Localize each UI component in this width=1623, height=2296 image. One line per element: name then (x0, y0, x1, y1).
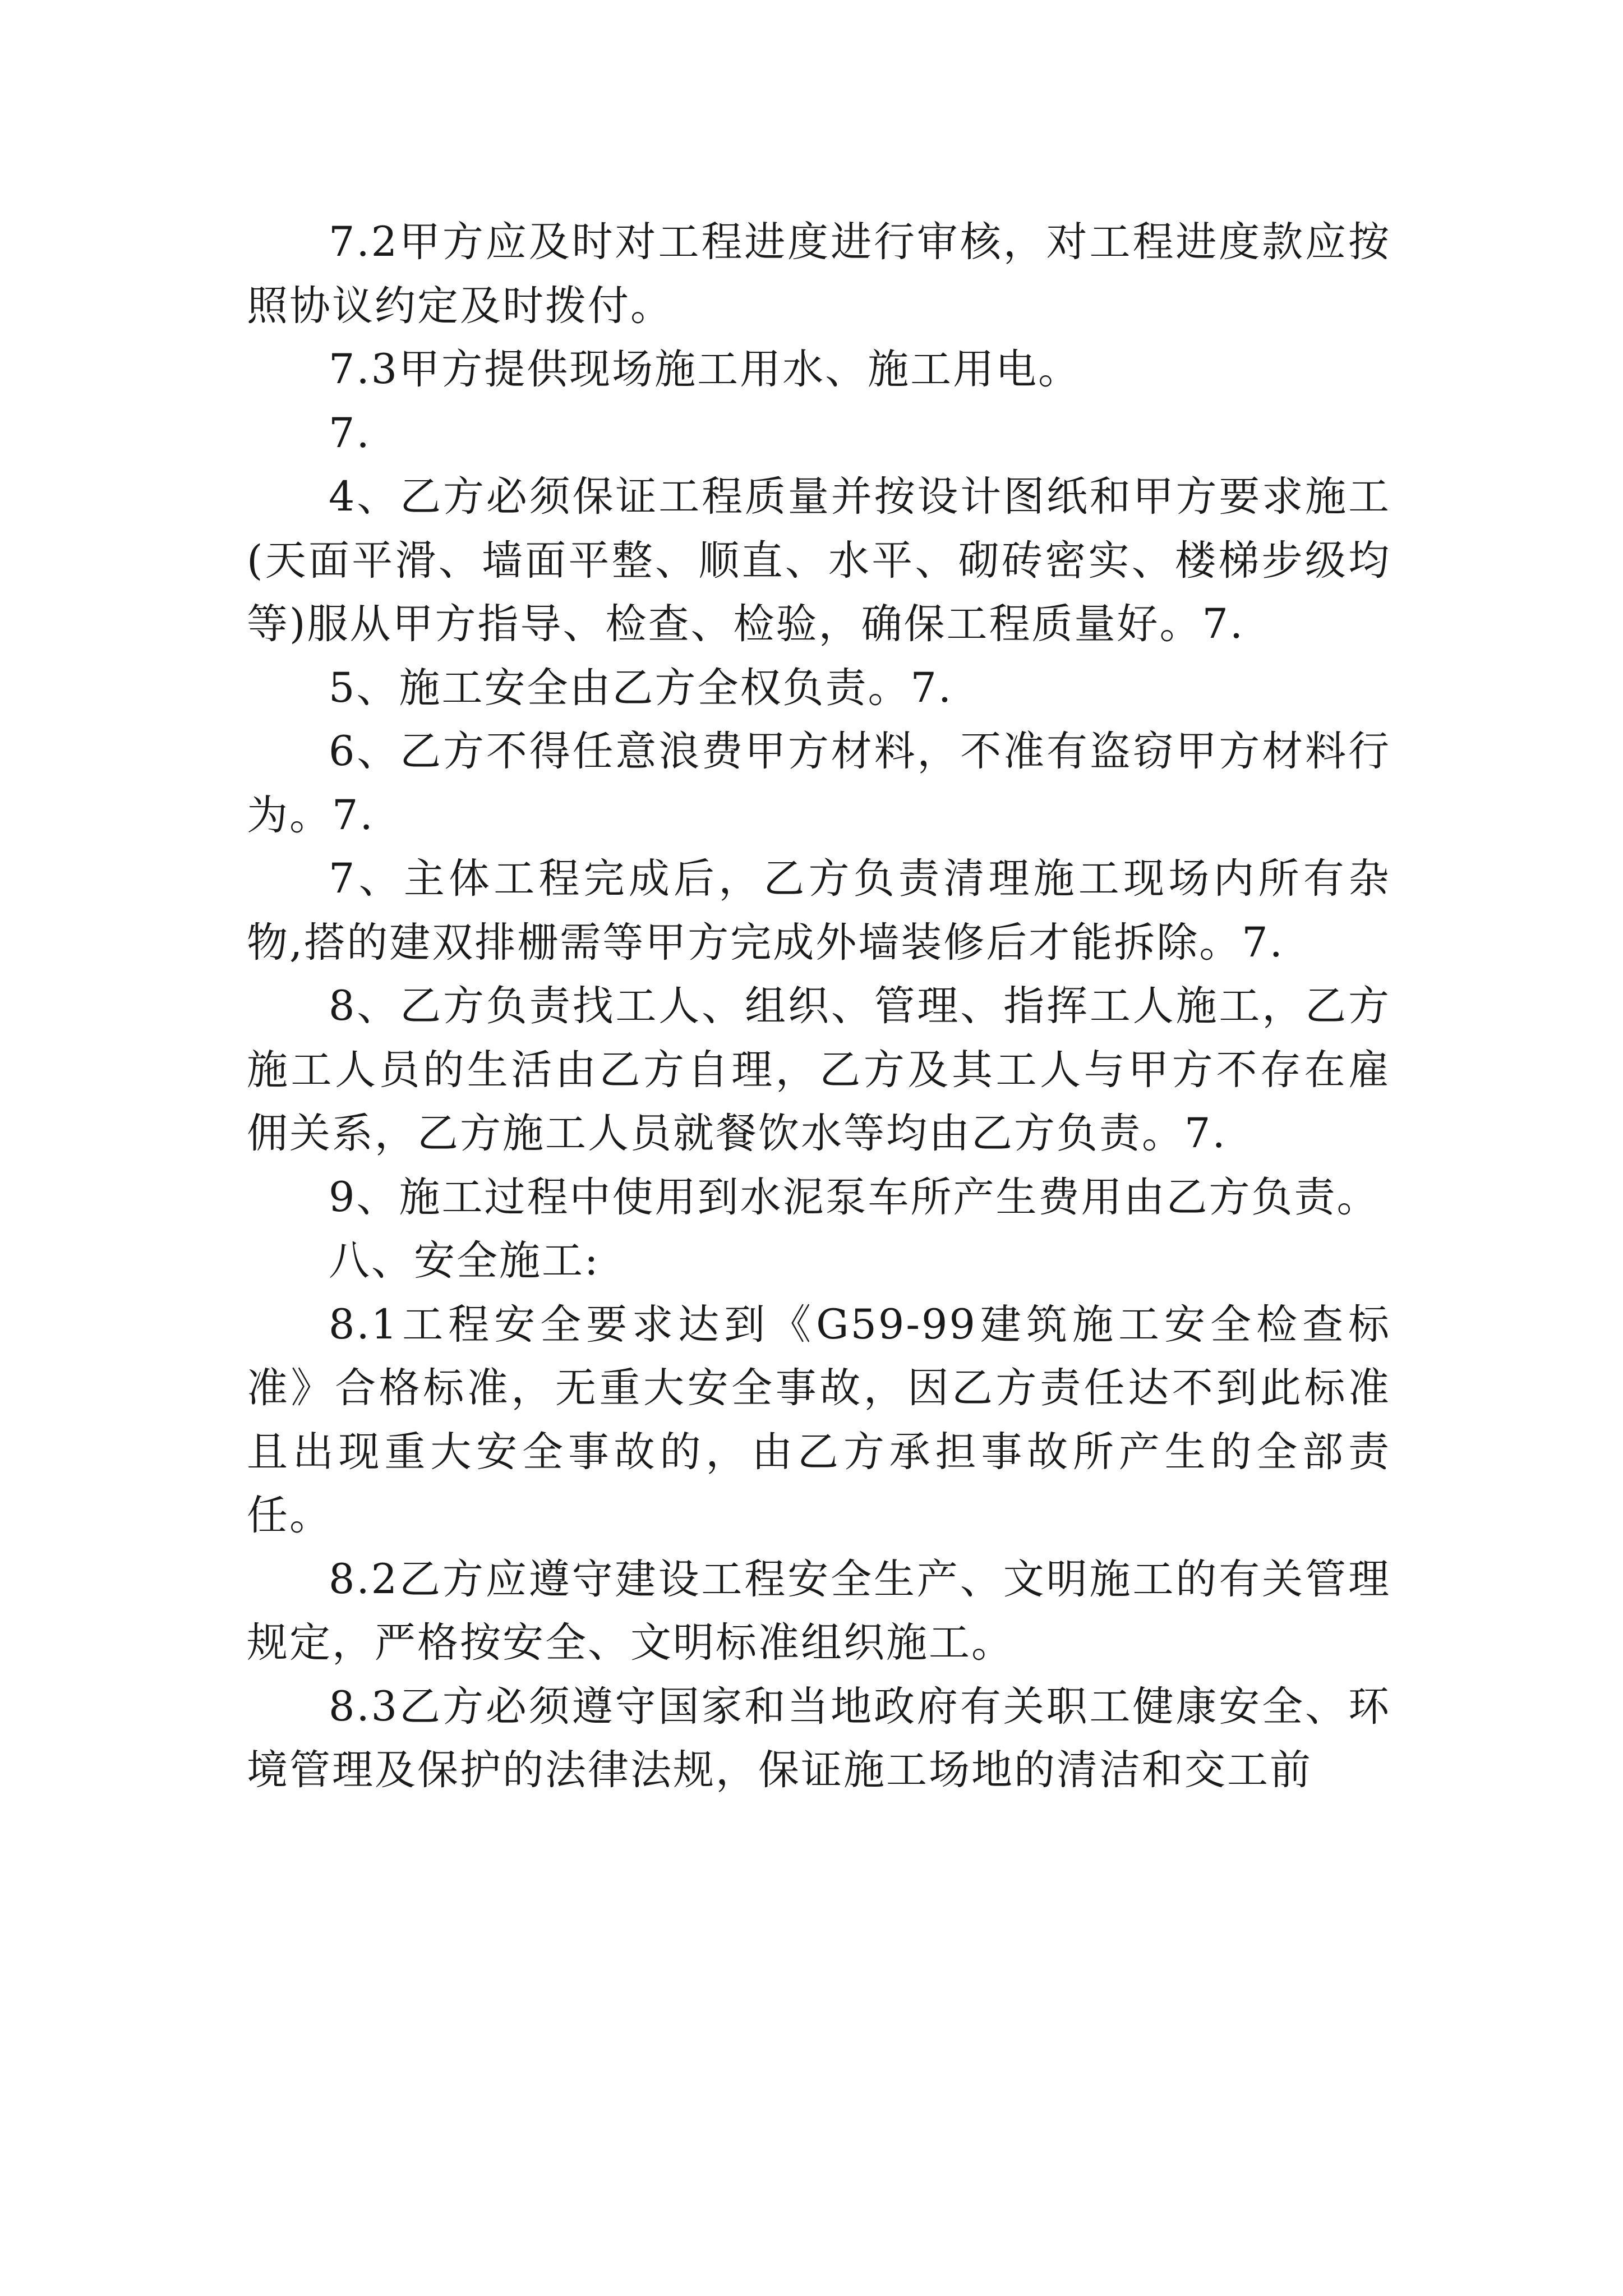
paragraph-7-2: 7.2甲方应及时对工程进度进行审核，对工程进度款应按照协议约定及时拨付。 (247, 218, 1391, 330)
paragraph-item-6: 6、乙方不得任意浪费甲方材料，不准有盗窃甲方材料行为。7. (247, 728, 1391, 839)
document-body (247, 210, 1391, 1802)
paragraph-item-7: 7、主体工程完成后，乙方负责清理施工现场内所有杂物,搭的建双排栅需等甲方完成外墙装修后才能拆除。7. (247, 855, 1391, 967)
paragraph-item-5: 5、施工安全由乙方全权负责。7. (329, 664, 953, 712)
paragraph-8-3: 8.3乙方必须遵守国家和当地政府有关职工健康安全、环境管理及保护的法律法规，保证施工场地的清洁和交工前 (247, 1682, 1391, 1794)
paragraph-8-2: 8.2乙方应遵守建设工程安全生产、文明施工的有关管理规定，严格按安全、文明标准组织施工。 (247, 1555, 1391, 1667)
paragraph-7-3: 7.3甲方提供现场施工用水、施工用电。 (329, 346, 1081, 393)
paragraph-7-fragment: 7. (329, 409, 371, 457)
paragraph-item-9: 9、施工过程中使用到水泥泵车所产生费用由乙方负责。 (329, 1173, 1380, 1221)
section-heading-safety: 八、安全施工: (329, 1237, 600, 1285)
paragraph-item-4: 4、乙方必须保证工程质量并按设计图纸和甲方要求施工(天面平滑、墙面平整、顺直、水平、砌砖密实、楼梯步级均等)服从甲方指导、检查、检验，确保工程质量好。7. (247, 473, 1391, 648)
paragraph-8-1: 8.1工程安全要求达到《G59-99建筑施工安全检查标准》合格标准，无重大安全事故，因乙方责任达不到此标准且出现重大安全事故的，由乙方承担事故所产生的全部责任。 (247, 1300, 1391, 1539)
paragraph-item-8: 8、乙方负责找工人、组织、管理、指挥工人施工，乙方施工人员的生活由乙方自理，乙方及其工人与甲方不存在雇佣关系，乙方施工人员就餐饮水等均由乙方负责。7. (247, 982, 1391, 1157)
